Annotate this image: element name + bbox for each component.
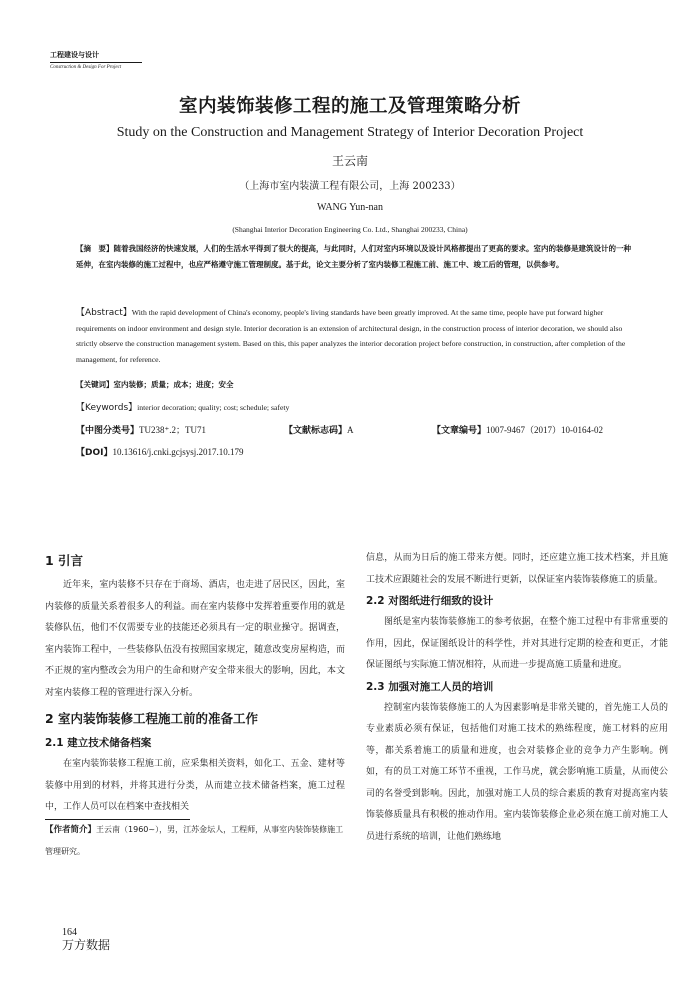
keywords-cn-label: 【关键词】 xyxy=(76,380,114,389)
clc-field xyxy=(76,423,206,436)
abstract-cn-label: 【摘 要】 xyxy=(76,244,114,253)
journal-name-en: Construction & Design For Project xyxy=(50,65,122,70)
author-name: 王云南 xyxy=(331,154,368,168)
right-column xyxy=(366,548,668,848)
abstract-cn xyxy=(76,241,636,272)
left-column xyxy=(45,552,345,819)
keywords-en-text: interior decoration; quality; cost; schedule; safety xyxy=(137,403,290,412)
author-name-en: WANG Yun-nan xyxy=(316,202,383,213)
footnote-text: 王云南（1960~），男，江苏金坛人，工程师，从事室内装饰装修施工管理研究。 xyxy=(45,825,344,856)
doi-label: 【DOI】 xyxy=(76,448,113,458)
footnote-label: 【作者简介】 xyxy=(45,825,97,835)
journal-name: 工程建设与设计 xyxy=(50,51,99,59)
abstract-en-text: With the rapid development of China's economy, people's living standards have been greatly improved. At the same time, people have put forward higher requirements on indoor environment and design style. Interior decoration is an extension of architectural design, in the construction process of interior decoration, we should also strictly observe the construction management system. Based on this, this paper analyzes the interior decoration project before construction, in construction, after completion of the management, for reference. xyxy=(76,308,626,364)
classification-row xyxy=(76,423,636,439)
author-footnote xyxy=(45,819,345,863)
subsection-heading: 2.1 建立技术储备档案 xyxy=(45,737,152,749)
doi-value: 10.13616/j.cnki.gcjsysj.2017.10.179 xyxy=(112,447,244,457)
article-number-value: 1007-9467（2017）10-0164-02 xyxy=(486,425,604,435)
footer-brand: 万方数据 xyxy=(62,938,111,952)
author-affiliation: （上海市室内装潢工程有限公司，上海 200233） xyxy=(239,181,461,192)
keywords-en xyxy=(76,400,636,416)
doi xyxy=(76,445,243,458)
paragraph: 信息，从而为日后的施工带来方便。同时，还应建立施工技术档案，并且施工技术应跟随社会的发展不断进行更新，以保证室内装饰装修施工的质量。 xyxy=(366,553,668,585)
paragraph: 控制室内装饰装修施工的人为因素影响是非常关键的，首先施工人员的专业素质必须有保证，包括他们对施工技术的熟练程度，施工材料的应用等，都关系着施工的质量和进度，也会对装修企业的竞争力产生影响。例如，有的员工对施工环节不重视，工作马虎，就会影响施工质量，从而使公司的名誉受到影响。因此，加强对施工人员的综合素质的教育对提高室内装饰装修质量具有积极的推动作用。室内装饰装修企业必须在施工前对施工人员进行系统的培训，让他们熟练地 xyxy=(366,702,668,842)
doc-code-value: A xyxy=(347,425,354,435)
article-number-field xyxy=(432,423,603,436)
section-heading: 2 室内装饰装修工程施工前的准备工作 xyxy=(45,711,259,726)
journal-header xyxy=(50,50,250,72)
doc-code-field xyxy=(284,423,354,436)
journal-divider xyxy=(50,62,142,63)
keywords-cn xyxy=(76,377,636,393)
page-title: 室内装饰装修工程的施工及管理策略分析 xyxy=(178,96,521,117)
keywords-cn-text: 室内装修；质量；成本；进度；安全 xyxy=(113,380,234,389)
paragraph: 图纸是室内装饰装修施工的参考依据，在整个施工过程中有非常重要的作用，因此，保证图纸设计的科学性，并对其进行定期的检查和更正，才能保证图纸与实际施工情况相符，从而进一步提高施工质量和进度。 xyxy=(366,617,668,670)
subsection-heading: 2.2 对图纸进行细致的设计 xyxy=(366,595,494,607)
paragraph: 近年来，室内装修不只存在于商场、酒店，也走进了居民区，因此，室内装修的质量关系着很多人的利益。而在室内装修中发挥着重要作用的就是装修队伍，他们不仅需要专业的技能还必须具有一定的职业操守。据调查，室内装饰工程中，一些装修队伍没有按照国家规定，随意改变房屋构造，而不正规的室内整改会为用户的生命和财产安全带来很大的影响，因此，本文对室内装修工程的管理进行深入分析。 xyxy=(45,580,345,698)
section-heading: 1 引言 xyxy=(45,553,84,568)
paragraph: 在室内装饰装修工程施工前，应采集相关资料，如化工、五金、建材等装修中用到的材料，并将其进行分类，从而建立技术储备档案，施工过程中，工作人员可以在档案中查找相关 xyxy=(45,759,345,812)
keywords-en-label: 【Keywords】 xyxy=(76,403,138,413)
clc-label: 【中图分类号】 xyxy=(76,426,140,436)
abstract-cn-text: 随着我国经济的快速发展，人们的生活水平得到了很大的提高，与此同时，人们对室内环境以及设计风格都提出了更高的要求。室内的装修是建筑设计的一种延伸，在室内装修的施工过程中，也应严格遵守施工管理制度。基于此，论文主要分析了室内装修工程施工前、施工中、竣工后的管理，以供参考。 xyxy=(76,244,631,269)
page-title-en: Study on the Construction and Management Strategy of Interior Decoration Project xyxy=(116,125,584,140)
doc-code-label: 【文献标志码】 xyxy=(284,426,348,436)
abstract-en-label: 【Abstract】 xyxy=(76,308,132,318)
subsection-heading: 2.3 加强对施工人员的培训 xyxy=(366,680,494,693)
author-affiliation-en: (Shanghai Interior Decoration Engineering Co. Ltd., Shanghai 200233, China) xyxy=(232,225,468,234)
abstract-en xyxy=(76,305,636,367)
clc-value: TU238⁺.2；TU71 xyxy=(139,425,207,435)
page-number: 164 xyxy=(62,927,77,938)
article-number-label: 【文章编号】 xyxy=(432,426,487,436)
